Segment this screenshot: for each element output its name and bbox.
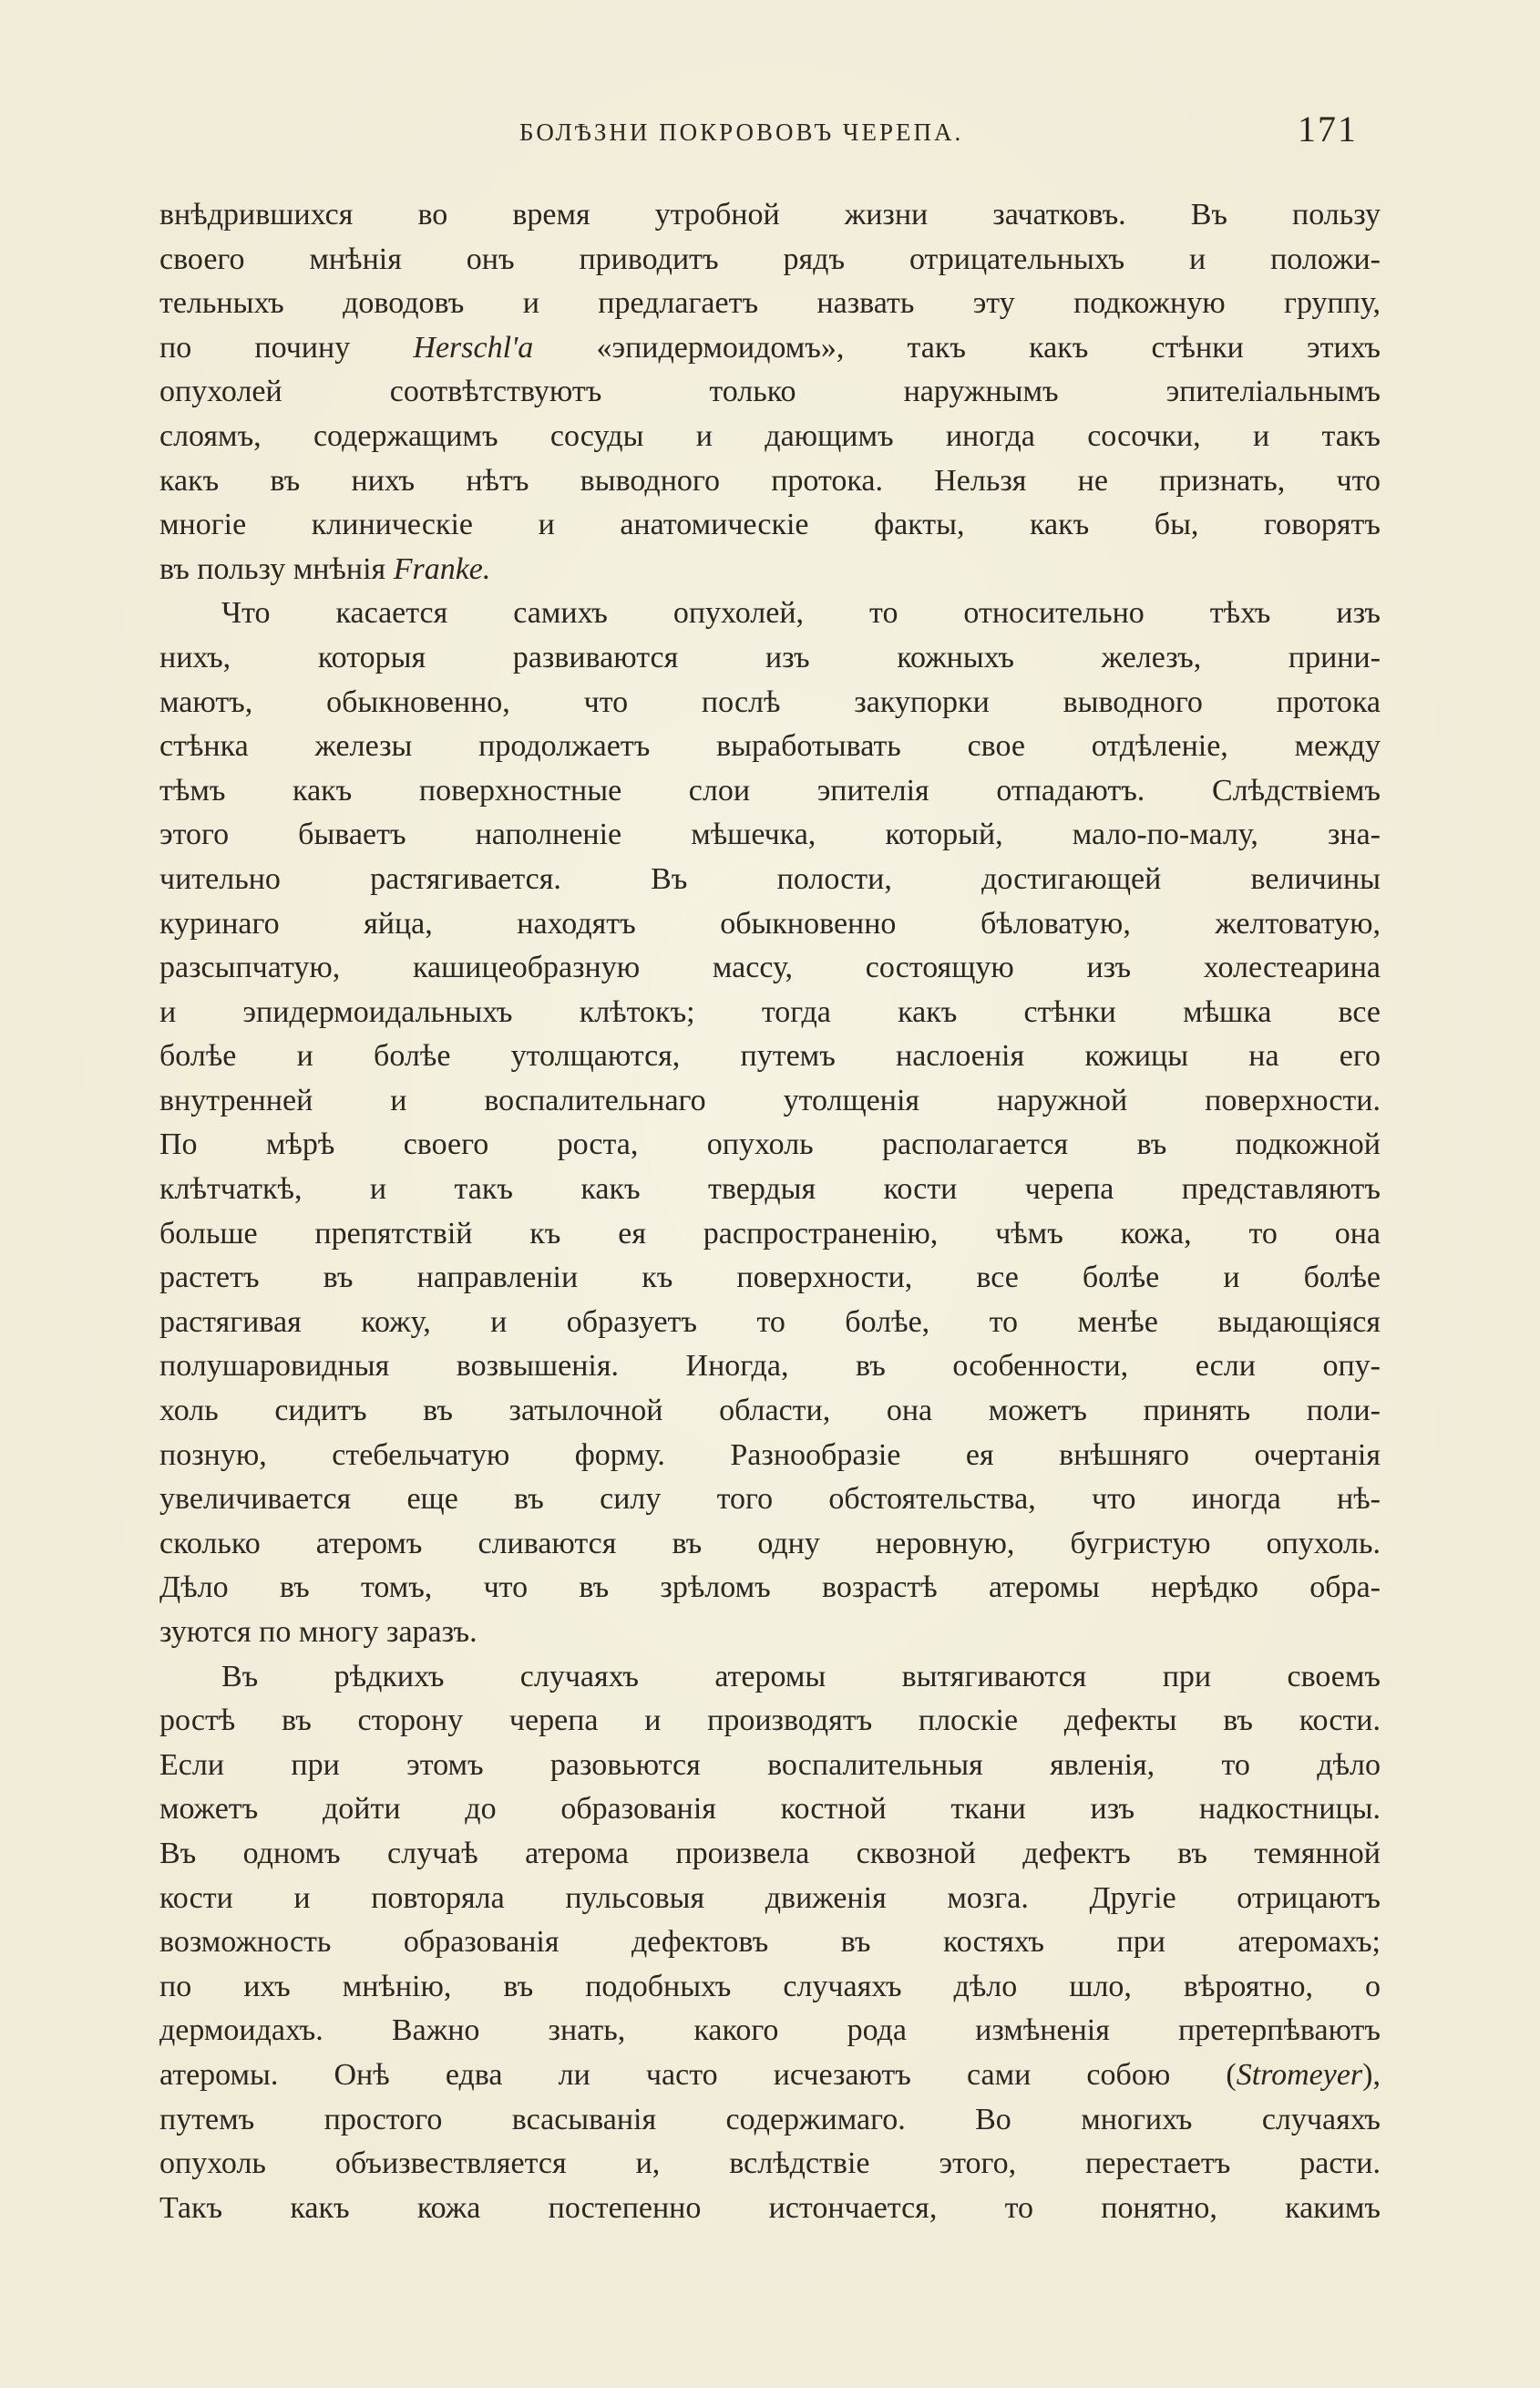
author-name: Franke. bbox=[393, 551, 491, 586]
text-line: растягивая кожу, и образуетъ то болѣе, то менѣе выдающіяся bbox=[159, 1304, 1381, 1339]
text-run: «эпидермоидомъ», такъ какъ стѣнки этихъ bbox=[533, 330, 1381, 365]
text-line: больше препятствій къ ея распространенію, чѣмъ кожа, то она bbox=[159, 1216, 1381, 1251]
text-run: атеромы. Онѣ едва ли часто исчезаютъ сами собою ( bbox=[159, 2057, 1237, 2092]
body-text bbox=[159, 193, 1381, 2230]
text-line: внѣдрившихся во время утробной жизни зачатковъ. Въ пользу bbox=[159, 198, 1381, 232]
text-line: стѣнка железы продолжаетъ выработывать свое отдѣленіе, между bbox=[159, 729, 1381, 764]
text-line: ростѣ въ сторону черепа и производятъ плоскіе дефекты въ кости. bbox=[159, 1704, 1381, 1738]
text-line: Въ рѣдкихъ случаяхъ атеромы вытягиваются при своемъ bbox=[221, 1659, 1381, 1693]
text-line: какъ въ нихъ нѣтъ выводного протока. Нельзя не признать, что bbox=[159, 463, 1381, 498]
page-header bbox=[159, 108, 1381, 162]
text-line: нихъ, которыя развиваются изъ кожныхъ железъ, прини- bbox=[159, 640, 1381, 674]
running-head: БОЛѢЗНИ ПОКРОВОВЪ ЧЕРЕПА. bbox=[519, 118, 964, 146]
text-line: и эпидермоидальныхъ клѣтокъ; тогда какъ стѣнки мѣшка все bbox=[159, 994, 1381, 1029]
author-name: Stromeyer bbox=[1236, 2057, 1363, 2092]
text-line: полушаровидныя возвышенія. Иногда, въ особенности, если опу- bbox=[159, 1349, 1381, 1384]
text-line: внутренней и воспалительнаго утолщенія наружной поверхности. bbox=[159, 1083, 1381, 1117]
text-line: этого бываетъ наполненіе мѣшечка, который, мало-по-малу, зна- bbox=[159, 818, 1381, 852]
author-name: Herschl'a bbox=[413, 330, 534, 365]
text-line: кости и повторяла пульсовыя движенія мозга. Другіе отрицаютъ bbox=[159, 1880, 1381, 1915]
text-line: своего мнѣнія онъ приводитъ рядъ отрицательныхъ и положи- bbox=[159, 242, 1381, 276]
text-line: слоямъ, содержащимъ сосуды и дающимъ иногда сосочки, и такъ bbox=[159, 418, 1381, 453]
text-line: тѣмъ какъ поверхностные слои эпителія отпадаютъ. Слѣдствіемъ bbox=[159, 773, 1381, 808]
text-line: дермоидахъ. Важно знать, какого рода измѣненія претерпѣваютъ bbox=[159, 2013, 1381, 2048]
text-line: сколько атеромъ сливаются въ одну неровную, бугристую опухоль. bbox=[159, 1526, 1381, 1560]
text-line: опухоль объизвествляется и, вслѣдствіе этого, перестаетъ расти. bbox=[159, 2146, 1381, 2181]
text-line: Что касается самихъ опухолей, то относительно тѣхъ изъ bbox=[221, 596, 1381, 631]
text-line: По мѣрѣ своего роста, опухоль располагается въ подкожной bbox=[159, 1127, 1381, 1162]
text-line: многіе клиническіе и анатомическіе факты, какъ бы, говорятъ bbox=[159, 508, 1381, 542]
text-line: маютъ, обыкновенно, что послѣ закупорки выводного протока bbox=[159, 684, 1381, 719]
text-line: чительно растягивается. Въ полости, достигающей величины bbox=[159, 861, 1381, 896]
text-line: по ихъ мнѣнію, въ подобныхъ случаяхъ дѣло шло, вѣроятно, о bbox=[159, 1969, 1381, 2003]
text-line: зуются по многу заразъ. bbox=[159, 1615, 477, 1649]
text-run: ), bbox=[1362, 2057, 1381, 2092]
text-line: холь сидитъ въ затылочной области, она можетъ принять поли- bbox=[159, 1394, 1381, 1428]
text-line: возможность образованія дефектовъ въ костяхъ при атеромахъ; bbox=[159, 1925, 1381, 1960]
text-line bbox=[159, 326, 1381, 371]
text-line: опухолей соотвѣтствуютъ только наружнымъ эпителіальнымъ bbox=[159, 375, 1381, 409]
text-line: Такъ какъ кожа постепенно истончается, то понятно, какимъ bbox=[159, 2190, 1381, 2225]
text-line: клѣтчаткѣ, и такъ какъ твердыя кости черепа представляютъ bbox=[159, 1172, 1381, 1207]
text-line: увеличивается еще въ силу того обстоятельства, что иногда нѣ- bbox=[159, 1482, 1381, 1517]
text-line bbox=[159, 548, 1381, 592]
text-line: путемъ простого всасыванія содержимаго. Во многихъ случаяхъ bbox=[159, 2102, 1381, 2136]
text-line: можетъ дойти до образованія костной ткани изъ надкостницы. bbox=[159, 1792, 1381, 1827]
text-line: разсыпчатую, кашицеобразную массу, состоящую изъ холестеарина bbox=[159, 951, 1381, 985]
text-run: по почину bbox=[159, 330, 414, 365]
text-line bbox=[159, 2053, 1381, 2098]
page-number: 171 bbox=[1298, 108, 1358, 149]
text-run: въ пользу мнѣнія bbox=[159, 551, 394, 586]
text-line: болѣе и болѣе утолщаются, путемъ наслоенія кожицы на его bbox=[159, 1039, 1381, 1074]
text-line: куринаго яйца, находятъ обыкновенно бѣловатую, желтоватую, bbox=[159, 906, 1381, 941]
text-line: тельныхъ доводовъ и предлагаетъ назвать эту подкожную группу, bbox=[159, 286, 1381, 321]
text-line: Если при этомъ разовьются воспалительныя явленія, то дѣло bbox=[159, 1747, 1381, 1782]
text-line: Дѣло въ томъ, что въ зрѣломъ возрастѣ атеромы нерѣдко обра- bbox=[159, 1570, 1381, 1605]
text-line: растетъ въ направленіи къ поверхности, все болѣе и болѣе bbox=[159, 1261, 1381, 1295]
text-line: Въ одномъ случаѣ атерома произвела сквозной дефектъ въ темянной bbox=[159, 1836, 1381, 1870]
text-line: позную, стебельчатую форму. Разнообразіе ея внѣшняго очертанія bbox=[159, 1437, 1381, 1472]
